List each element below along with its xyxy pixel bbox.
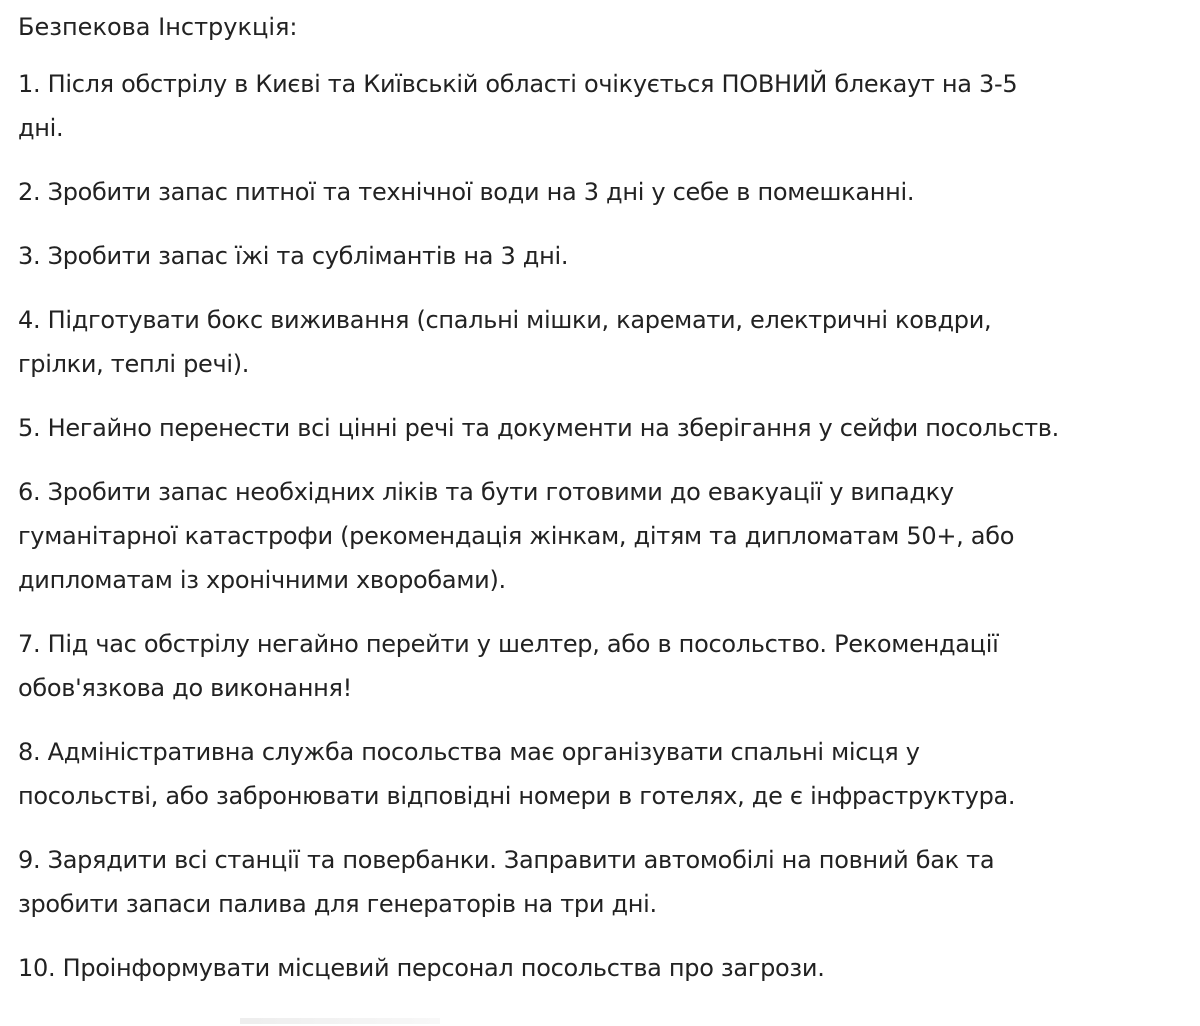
instruction-line: 5. Негайно перенести всі цінні речі та документи на зберігання у сейфи посольств.: [18, 414, 1059, 442]
instruction-item-8: [18, 730, 1200, 818]
instruction-item-6: [18, 470, 1200, 602]
instruction-text: 3. Зробити запас їжі та сублімантів на 3 дні.: [18, 242, 569, 270]
instruction-line: посольстві, або забронювати відповідні номери в готелях, де є інфраструктура.: [18, 782, 1016, 810]
instruction-line: 7. Під час обстрілу негайно перейти у шелтер, або в посольство. Рекомендації: [18, 630, 999, 658]
instruction-line: грілки, теплі речі).: [18, 350, 250, 378]
instruction-item-7: [18, 622, 1200, 710]
instruction-line: 10. Проінформувати місцевий персонал посольства про загрози.: [18, 954, 825, 982]
instruction-line: 6. Зробити запас необхідних ліків та бути готовими до евакуації у випадку: [18, 478, 954, 506]
instruction-item-4: [18, 298, 1200, 386]
instruction-item-10: [18, 946, 1200, 990]
instruction-item-2: [18, 170, 1200, 214]
instruction-line: 1. Після обстрілу в Києві та Київській області очікується ПОВНИЙ блекаут на 3-5: [18, 70, 1018, 98]
instruction-line: 2. Зробити запас питної та технічної води на 3 дні у себе в помешканні.: [18, 178, 915, 206]
instruction-line: 9. Зарядити всі станції та повербанки. Заправити автомобілі на повний бак та: [18, 846, 995, 874]
instruction-line: 4. Підготувати бокс виживання (спальні мішки, каремати, електричні ковдри,: [18, 306, 992, 334]
instruction-line: гуманітарної катастрофи (рекомендація жінкам, дітям та дипломатам 50+, або: [18, 522, 1015, 550]
instruction-line: 8. Адміністративна служба посольства має організувати спальні місця у: [18, 738, 920, 766]
document-title: Безпекова Інструкція:: [18, 13, 298, 41]
instruction-line: обов'язкова до виконання!: [18, 674, 352, 702]
instruction-item-5: [18, 406, 1200, 450]
instruction-item-3: [18, 234, 1200, 278]
instruction-item-9: [18, 838, 1200, 926]
instruction-item-1: [18, 62, 1200, 150]
instruction-line: [18, 234, 1200, 278]
instruction-line: дні.: [18, 114, 64, 142]
instruction-line: дипломатам із хронічними хворобами).: [18, 566, 506, 594]
bottom-smudge: [240, 1018, 440, 1024]
instruction-line: зробити запаси палива для генераторів на три дні.: [18, 890, 657, 918]
